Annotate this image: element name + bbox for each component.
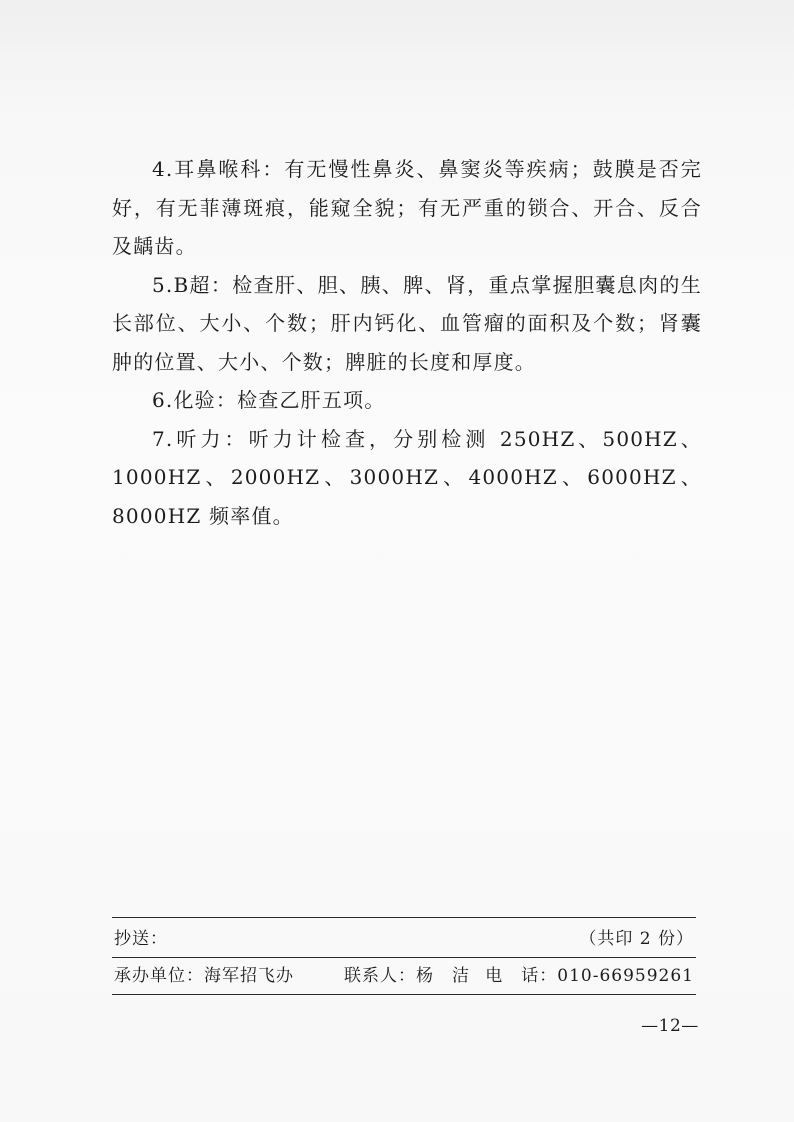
phone-value: 010-66959261: [557, 966, 694, 986]
page-number: —12—: [641, 1016, 699, 1036]
phone: [485, 962, 694, 990]
copies-count: （共印 2 份）: [579, 929, 694, 949]
cc-row: [112, 925, 696, 953]
organizer-label: 承办单位：: [114, 966, 204, 986]
contact-person: [344, 962, 470, 990]
footer-middle-rule: [112, 957, 696, 958]
footer-top-rule: [112, 917, 696, 918]
organizer-value: 海军招飞办: [204, 966, 294, 986]
contact-row: [112, 962, 696, 990]
contact-value: 杨 洁: [416, 966, 470, 986]
footer-bottom-rule: [112, 994, 696, 995]
paragraph-ultrasound: 5.B超：检查肝、胆、胰、脾、肾，重点掌握胆囊息肉的生长部位、大小、个数；肝内钙化、血管瘤的面积及个数；肾囊肿的位置、大小、个数；脾脏的长度和厚度。: [112, 272, 702, 374]
organizer-unit: [114, 962, 294, 990]
paragraph-lab-test: 6.化验：检查乙肝五项。: [152, 388, 386, 412]
phone-label: 电 话：: [485, 966, 558, 986]
body-text: [112, 150, 702, 535]
paragraph-hearing: 7.听力：听力计检查，分别检测 250HZ、500HZ、1000HZ、2000HZ、3000HZ、4000HZ、6000HZ、8000HZ 频率值。: [112, 426, 702, 528]
cc-label: 抄送：: [114, 929, 168, 949]
contact-label: 联系人：: [344, 966, 416, 986]
scan-shadow: [0, 0, 794, 120]
paragraph-ent: 4.耳鼻喉科：有无慢性鼻炎、鼻窦炎等疾病；鼓膜是否完好，有无菲薄斑痕，能窥全貌；有无严重的锁合、开合、反合及龋齿。: [112, 157, 702, 258]
